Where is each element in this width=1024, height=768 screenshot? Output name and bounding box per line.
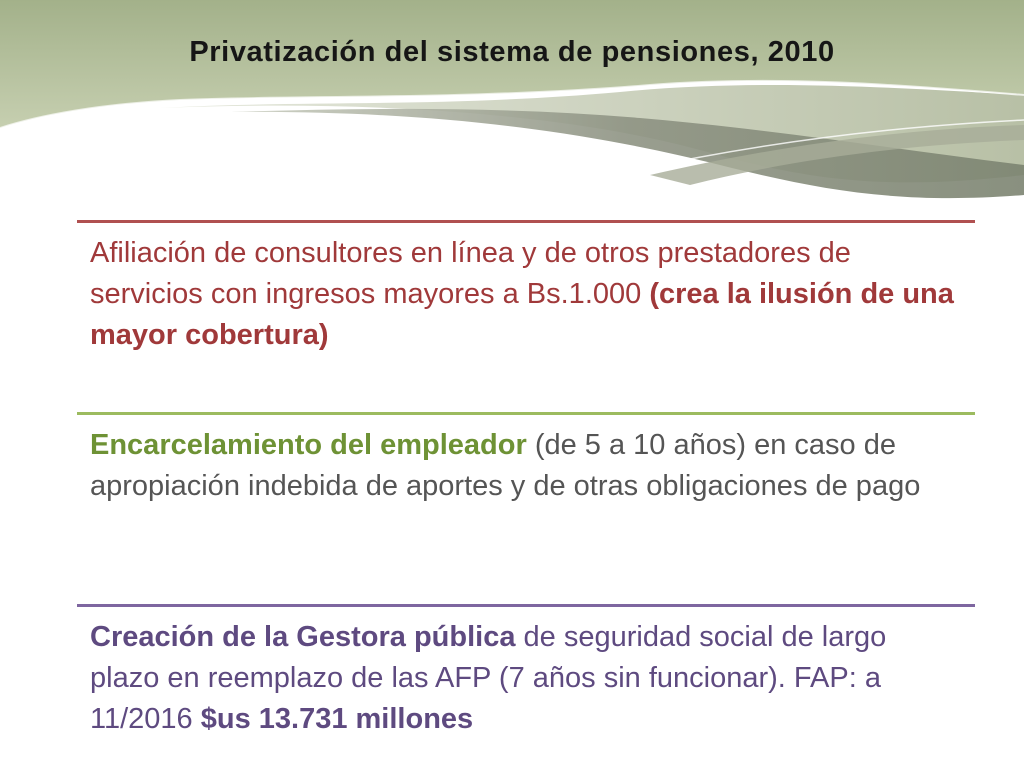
block-1-text: Afiliación de consultores en línea y de otros prestadores de servicios con ingresos mayores a Bs.1.000 — [90, 237, 851, 310]
block-3-text: de seguridad social de largo plazo en reemplazo de las AFP (7 años sin funcionar). FAP: a 11/2016 — [90, 621, 887, 735]
block-3-emphasis-amount: $us 13.731 millones — [200, 703, 474, 735]
header-wave-background — [0, 0, 1024, 230]
content-block-2 — [90, 425, 960, 507]
block-1-emphasis: (crea la ilusión de una mayor cobertura) — [90, 278, 954, 351]
content-block-1 — [90, 233, 960, 356]
divider-rule-2 — [77, 412, 975, 415]
content-block-3 — [90, 617, 960, 740]
block-3-emphasis: Creación de la Gestora pública — [90, 621, 516, 653]
block-2-text: (de 5 a 10 años) en caso de apropiación indebida de aportes y de otras obligaciones de pago — [90, 429, 921, 502]
slide-title: Privatización del sistema de pensiones, 2010 — [189, 36, 835, 68]
block-2-emphasis: Encarcelamiento del empleador — [90, 429, 527, 461]
divider-rule-3 — [77, 604, 975, 607]
divider-rule-1 — [77, 220, 975, 223]
